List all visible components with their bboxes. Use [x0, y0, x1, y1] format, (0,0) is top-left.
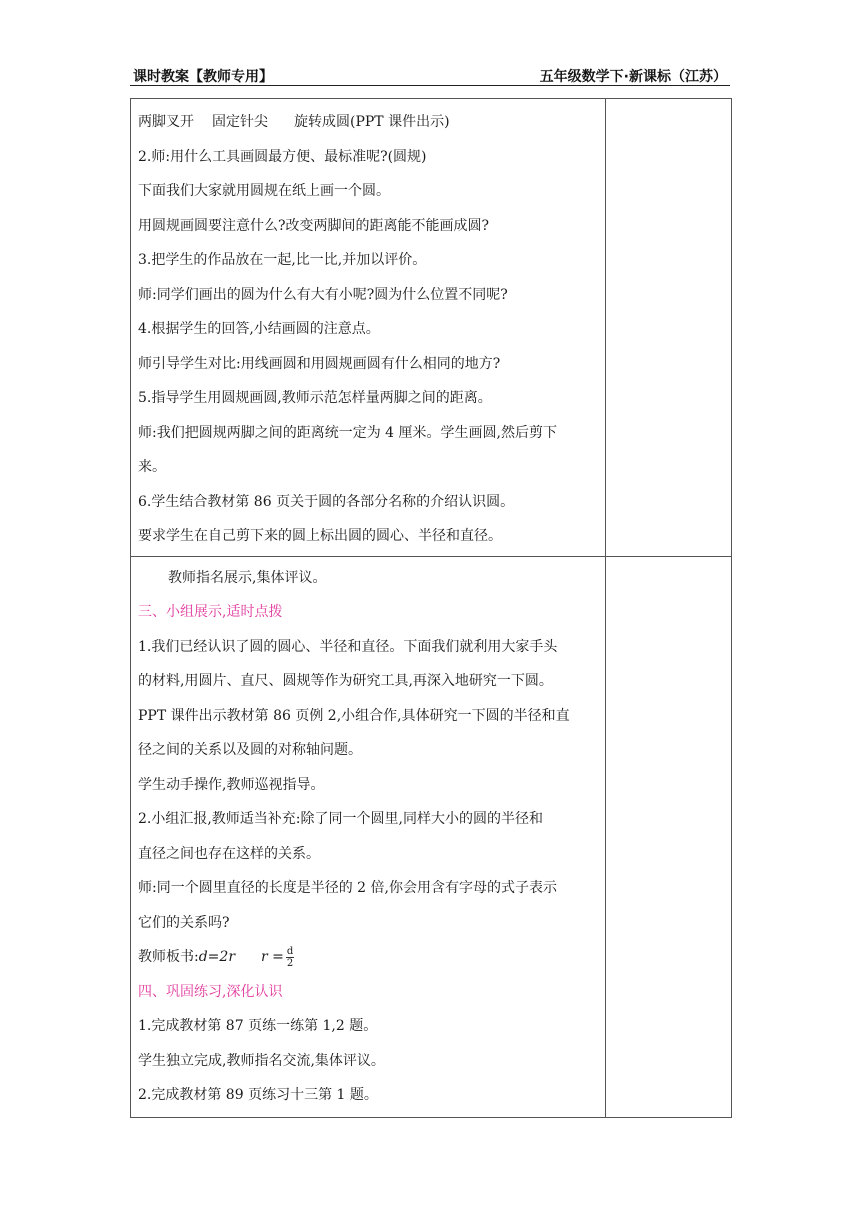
text-line: 用圆规画圆要注意什么?改变两脚间的距离能不能画成圆?	[138, 217, 490, 234]
text-line: 来。	[138, 459, 166, 475]
text-line: 3.把学生的作品放在一起,比一比,并加以评价。	[138, 252, 427, 268]
section-heading: 三、小组展示,适时点拨	[138, 604, 283, 620]
formula-radius-lhs: r =	[261, 949, 284, 965]
text-line: 径之间的关系以及圆的对称轴问题。	[138, 742, 362, 758]
text-line: 6.学生结合教材第 86 页关于圆的各部分名称的介绍认识圆。	[138, 493, 515, 510]
board-label: 教师板书:	[138, 949, 199, 965]
notes-cell	[606, 99, 732, 557]
text-line: 1.完成教材第 87 页练一练第 1,2 题。	[138, 1018, 378, 1034]
header-grade-label: 五年级数学下·新课标（江苏）	[539, 69, 727, 85]
text-line: 师引导学生对比:用线画圆和用圆规画圆有什么相同的地方?	[138, 355, 501, 372]
text-line: 它们的关系吗?	[138, 914, 230, 931]
formula-diameter: d=2r	[198, 949, 236, 965]
text-line: PPT 课件出示教材第 86 页例 2,小组合作,具体研究一下圆的半径和直	[138, 707, 570, 724]
content-cell	[131, 99, 606, 557]
header-course-label: 课时教案【教师专用】	[133, 69, 273, 85]
text-line: 4.根据学生的回答,小结画圆的注意点。	[138, 321, 380, 337]
text-line: 2.小组汇报,教师适当补充:除了同一个圆里,同样大小的圆的半径和	[138, 811, 543, 827]
text-line: 师:我们把圆规两脚之间的距离统一定为 4 厘米。学生画圆,然后剪下	[138, 424, 557, 441]
content-cell	[131, 556, 606, 1117]
text-line: 师:同学们画出的圆为什么有大有小呢?圆为什么位置不同呢?	[138, 286, 508, 303]
fraction-numerator: d	[286, 945, 294, 957]
text-line: 下面我们大家就用圆规在纸上画一个圆。	[138, 183, 390, 199]
text-line: 学生动手操作,教师巡视指导。	[138, 776, 325, 793]
text-line: 要求学生在自己剪下来的圆上标出圆的圆心、半径和直径。	[138, 528, 502, 544]
header-divider	[130, 85, 730, 86]
text-line: 1.我们已经认识了圆的圆心、半径和直径。下面我们就利用大家手头	[138, 638, 558, 655]
text-line: 学生独立完成,教师指名交流,集体评议。	[138, 1052, 385, 1069]
text-line: 两脚叉开 固定针尖 旋转成圆(PPT 课件出示)	[138, 114, 450, 130]
fraction-denominator: 2	[286, 957, 294, 969]
text-line: 直径之间也存在这样的关系。	[138, 845, 320, 862]
table-row	[131, 99, 732, 557]
fraction	[286, 946, 294, 969]
lesson-plan-table	[130, 98, 732, 1118]
notes-cell	[606, 556, 732, 1117]
text-line: 师:同一个圆里直径的长度是半径的 2 倍,你会用含有字母的式子表示	[138, 880, 557, 896]
text-line: 教师指名展示,集体评议。	[168, 569, 327, 586]
text-line: 的材料,用圆片、直尺、圆规等作为研究工具,再深入地研究一下圆。	[138, 673, 553, 689]
text-line: 5.指导学生用圆规画圆,教师示范怎样量两脚之间的距离。	[138, 390, 492, 406]
table-row	[131, 556, 732, 1117]
section-heading: 四、巩固练习,深化认识	[138, 983, 283, 1000]
text-line: 2.完成教材第 89 页练习十三第 1 题。	[138, 1087, 378, 1103]
text-line: 2.师:用什么工具画圆最方便、最标准呢?(圆规)	[138, 148, 427, 165]
board-formula-line	[131, 940, 605, 975]
